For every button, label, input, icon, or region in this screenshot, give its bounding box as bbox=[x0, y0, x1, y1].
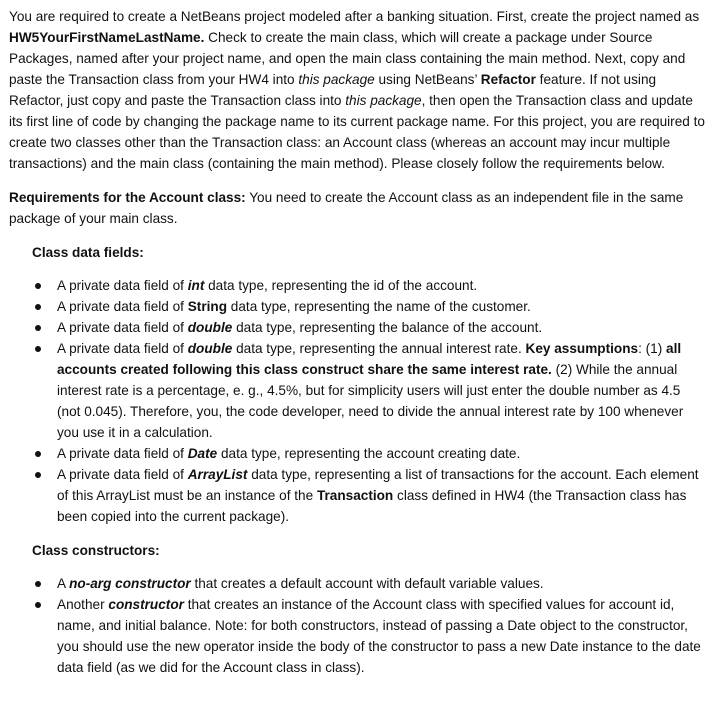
bullet-icon bbox=[35, 602, 41, 608]
requirements-paragraph: Requirements for the Account class: You need to create the Account class as an independent file in the same package of your main class. bbox=[9, 190, 684, 226]
bullet-icon bbox=[35, 325, 41, 331]
list-item: A private data field of Date data type, representing the account creating date. bbox=[9, 443, 706, 464]
bullet-icon bbox=[35, 346, 41, 352]
intro-paragraph: You are required to create a NetBeans project modeled after a banking situation. First, create the project named as HW5YourFirstNameLastName. Check to create the main class, which will create a package under Source Packages, named after your project name, and open the main class containing the main method. Next, copy and paste the Transaction class from your HW4 into this package using NetBeans’ Refactor feature. If not using Refactor, just copy and paste the Transaction class into this package, then open the Transaction class and update its first line of code by changing the package name to its current package name. For this project, you are required to create two classes other than the Transaction class: an Account class (whereas an account may incur multiple transactions) and the main class (containing the main method). Please closely follow the requirements below. bbox=[9, 9, 705, 171]
bullet-icon bbox=[35, 283, 41, 289]
list-item: A private data field of ArrayList data type, representing a list of transactions for the account. Each element of this ArrayList must be an instance of the Transaction class defined in HW4 (the Transaction class has been copied into the current package). bbox=[9, 464, 706, 527]
bullet-icon bbox=[35, 304, 41, 310]
project-name: HW5YourFirstNameLastName. bbox=[9, 30, 205, 45]
list-item: A private data field of double data type, representing the annual interest rate. Key assumptions: (1) all accounts created following this class construct share the same interest rate. (2) While the annual interest rate is a percentage, e. g., 4.5%, but for simplicity users will just enter the double number as 4.5 (not 0.045). Therefore, you, the code developer, need to divide the annual interest rate by 100 whenever you use it in a calculation. bbox=[9, 338, 706, 443]
constructors-list bbox=[9, 573, 706, 678]
requirements-heading: Requirements for the Account class: bbox=[9, 190, 246, 205]
list-item: A private data field of int data type, representing the id of the account. bbox=[9, 275, 706, 296]
constructors-heading: Class constructors: bbox=[32, 543, 160, 558]
list-item: A private data field of String data type, representing the name of the customer. bbox=[9, 296, 706, 317]
bullet-icon bbox=[35, 472, 41, 478]
bullet-icon bbox=[35, 581, 41, 587]
list-item: A private data field of double data type, representing the balance of the account. bbox=[9, 317, 706, 338]
list-item: A no-arg constructor that creates a default account with default variable values. bbox=[9, 573, 706, 594]
data-fields-heading: Class data fields: bbox=[32, 245, 144, 260]
refactor-keyword: Refactor bbox=[480, 72, 536, 87]
bullet-icon bbox=[35, 451, 41, 457]
data-fields-list bbox=[9, 275, 706, 527]
list-item: Another constructor that creates an instance of the Account class with specified values for account id, name, and initial balance. Note: for both constructors, instead of passing a Date object to the constructor, you should use the new operator inside the body of the constructor to pass a new Date instance to the date data field (as we did for the Account class in class). bbox=[9, 594, 706, 678]
